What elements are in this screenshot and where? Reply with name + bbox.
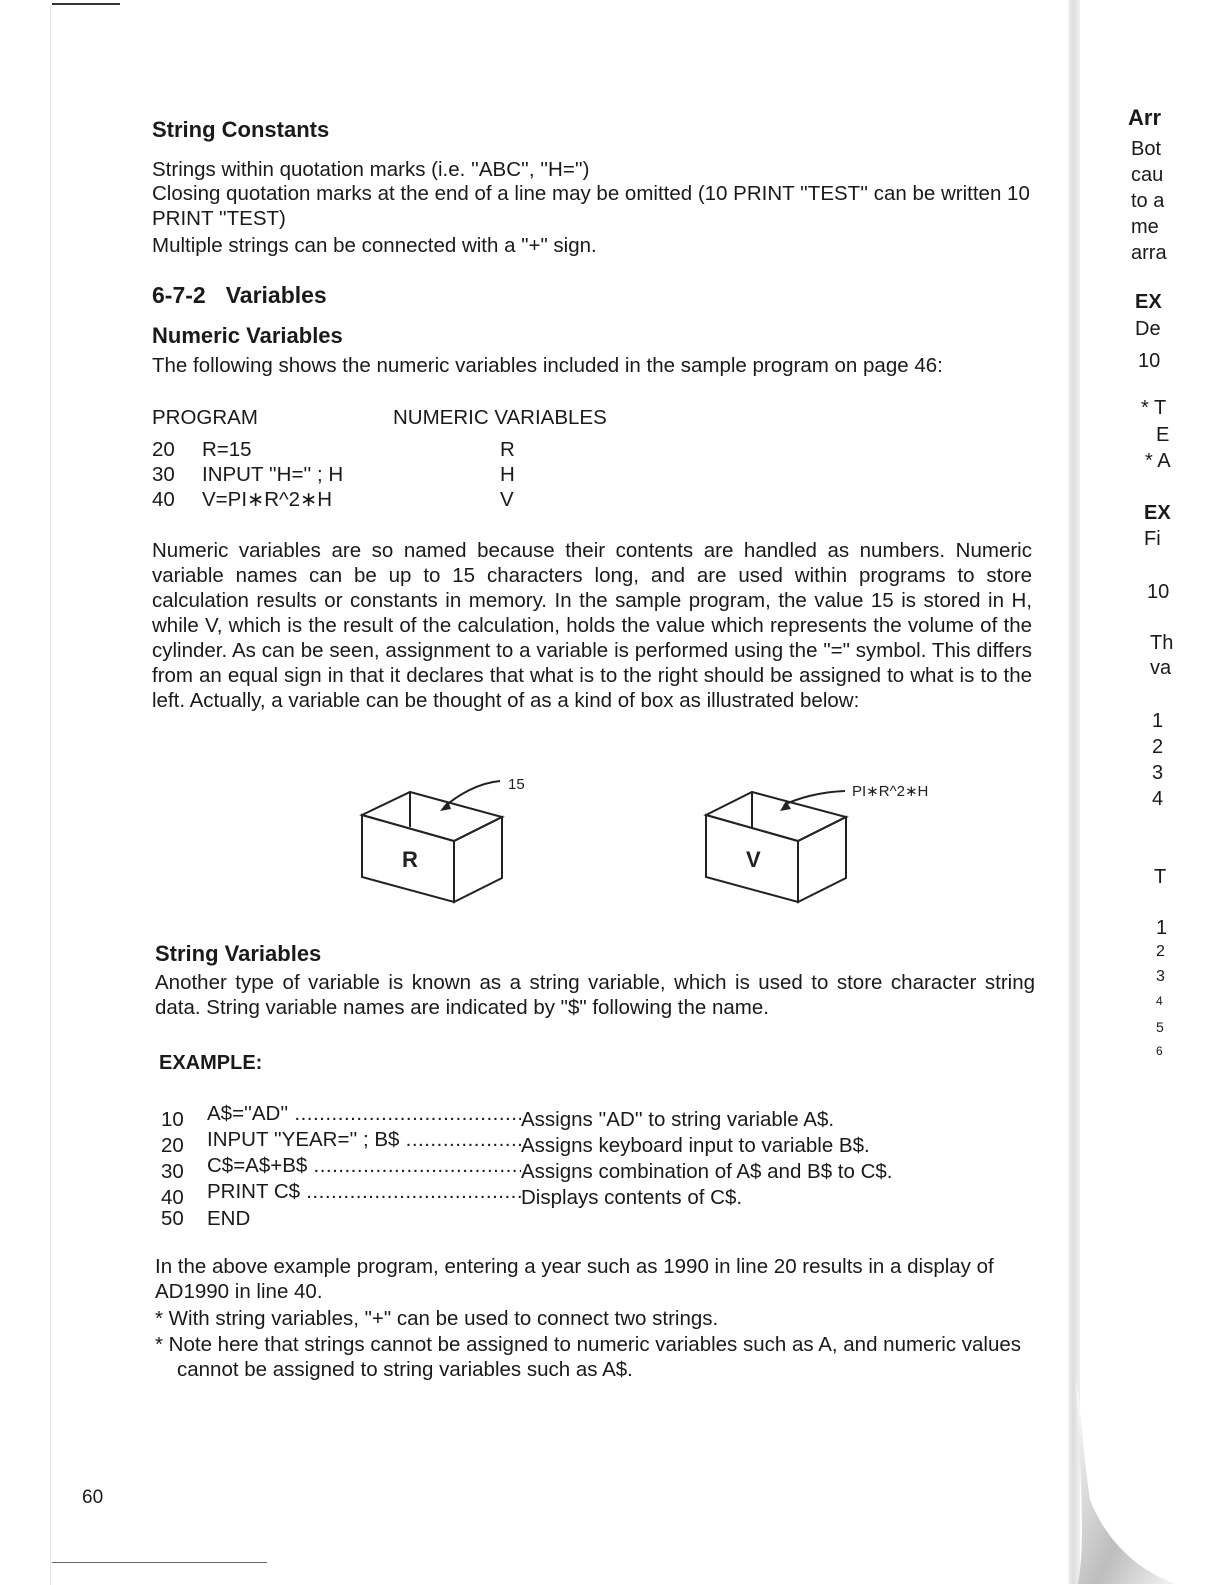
note-string-concat: * With string variables, "+" can be used to connect two strings.: [155, 1307, 719, 1330]
box-v: [706, 791, 846, 902]
facing-fragment: arra: [1131, 242, 1167, 264]
example-description: Displays contents of C$.: [521, 1186, 743, 1209]
string-constants-heading: String Constants: [152, 117, 330, 142]
box-r-value: 15: [508, 776, 525, 793]
page-curl-shadow: [1076, 1380, 1176, 1584]
facing-fragment: Th: [1150, 632, 1174, 654]
section-heading: [152, 283, 327, 308]
facing-fragment: * A: [1145, 450, 1171, 472]
example-code: C$=A$+B$ .....: [207, 1153, 521, 1178]
page-number: 60: [82, 1487, 104, 1508]
facing-fragment: va: [1150, 657, 1172, 679]
variable-name: H: [500, 463, 515, 486]
example-description: Assigns combination of A$ and B$ to C$.: [521, 1160, 893, 1183]
facing-fragment: 1: [1152, 710, 1164, 732]
example-line: [161, 1206, 250, 1231]
facing-fragment: Bot: [1131, 138, 1162, 160]
box-r-label: R: [402, 847, 418, 872]
example-explanation: In the above example program, entering a year such as 1990 in line 20 results in a display of AD1990 in line 40.: [155, 1255, 994, 1303]
note-assignment-types: * Note here that strings cannot be assigned to numeric variables such as A, and numeric values cannot be assigned to string variables such as A$.: [155, 1333, 1022, 1381]
facing-fragment: * T: [1141, 397, 1167, 419]
facing-fragment: 5: [1156, 1019, 1164, 1035]
facing-fragment: 6: [1156, 1044, 1163, 1058]
example-code: INPUT ''YEAR='' ; B$ .....: [207, 1127, 521, 1152]
line-number: 20: [152, 438, 175, 461]
facing-fragment: De: [1135, 318, 1161, 340]
facing-fragment: 2: [1152, 736, 1164, 758]
example-code: PRINT C$ .....: [207, 1179, 521, 1204]
example-label: EXAMPLE:: [159, 1052, 263, 1074]
line-number: 30: [161, 1160, 184, 1183]
example-description: Assigns ''AD'' to string variable A$.: [521, 1108, 835, 1131]
facing-fragment: Fi: [1144, 528, 1161, 550]
box-v-value: PI∗R^2∗H: [852, 783, 929, 800]
example-code: END: [207, 1207, 251, 1230]
example-code: A$=''AD'' .....: [207, 1101, 521, 1126]
variable-box-figure: [340, 765, 1040, 915]
numeric-variables-intro: The following shows the numeric variables included in the sample program on page 46:: [152, 354, 943, 377]
variable-name: R: [500, 438, 515, 461]
facing-fragment: 4: [1156, 994, 1163, 1008]
program-code: R=15: [202, 438, 252, 461]
facing-fragment: EX: [1144, 502, 1171, 524]
line-number: 40: [152, 488, 175, 511]
numeric-variables-body: Numeric variables are so named because their contents are handled as numbers. Numeric variable names can be up to 15 characters long, and are used within programs to store calculation results or constants in memory. In the sample program, the value 15 is stored in H, while V, which is the result of the calculation, holds the value which represents the volume of the cylinder. As can be seen, assignment to a variable is performed using the "=" symbol. This differs from an equal sign in that it declares that what is to the right should be assigned to what is to the left. Actually, a variable can be thought of as a kind of box as illustrated below:: [152, 539, 1032, 712]
program-code: INPUT ''H='' ; H: [202, 463, 344, 486]
facing-fragment: 1: [1156, 917, 1168, 939]
example-description: Assigns keyboard input to variable B$.: [521, 1134, 870, 1157]
program-column-header: PROGRAM: [152, 406, 258, 429]
program-row: [152, 462, 343, 487]
facing-fragment: EX: [1135, 291, 1162, 313]
top-edge-rule: [52, 3, 120, 5]
facing-fragment: 3: [1156, 968, 1165, 985]
box-v-label: V: [746, 847, 761, 872]
facing-fragment: 3: [1152, 762, 1164, 784]
facing-fragment: 10: [1147, 581, 1170, 603]
program-code: V=PI∗R^2∗H: [202, 488, 332, 511]
string-variables-body: Another type of variable is known as a string variable, which is used to store character string data. String variable names are indicated by "$" following the name.: [155, 971, 1035, 1019]
section-number: 6-7-2: [152, 282, 206, 308]
facing-fragment: 2: [1156, 943, 1165, 960]
numeric-variables-column-header: NUMERIC VARIABLES: [393, 406, 607, 429]
line-number: 40: [161, 1186, 184, 1209]
facing-fragment: T: [1154, 866, 1167, 888]
box-r: [362, 781, 502, 902]
facing-fragment: 10: [1138, 350, 1161, 372]
line-number: 10: [161, 1108, 184, 1131]
string-variables-heading: String Variables: [155, 941, 322, 966]
bottom-edge-rule: [52, 1562, 267, 1563]
facing-fragment: to a: [1131, 190, 1165, 212]
line-number: 20: [161, 1134, 184, 1157]
section-title: Variables: [225, 282, 327, 308]
string-constants-line2: Closing quotation marks at the end of a line may be omitted (10 PRINT ''TEST'' can be written 10 PRINT ''TEST): [152, 182, 1030, 230]
variable-name: V: [500, 488, 514, 511]
left-page-edge: [50, 5, 51, 1585]
numeric-variables-heading: Numeric Variables: [152, 323, 343, 348]
book-gutter: [1068, 0, 1080, 1584]
facing-fragment: cau: [1131, 164, 1164, 186]
facing-fragment: E: [1156, 424, 1170, 446]
string-constants-line1: Strings within quotation marks (i.e. ''ABC'', ''H=''): [152, 158, 590, 181]
line-number: 50: [161, 1207, 184, 1230]
line-number: 30: [152, 463, 175, 486]
facing-fragment: 4: [1152, 788, 1164, 810]
facing-fragment: me: [1131, 216, 1159, 238]
program-row: [152, 437, 252, 462]
program-row: [152, 487, 332, 512]
string-constants-line3: Multiple strings can be connected with a "+" sign.: [152, 234, 597, 257]
facing-fragment: Arr: [1128, 105, 1162, 130]
